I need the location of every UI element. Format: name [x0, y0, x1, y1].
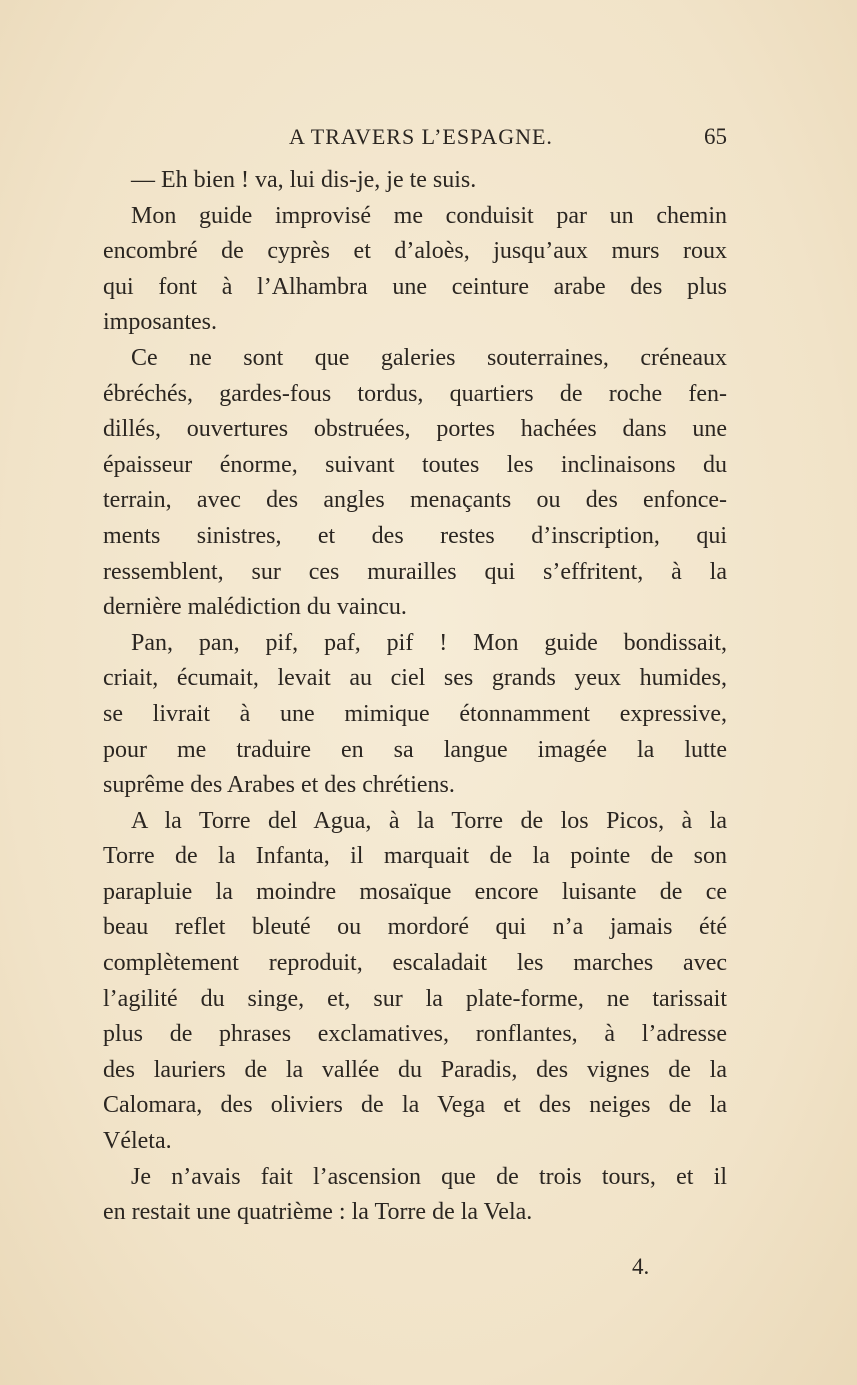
text-line: Calomara, des oliviers de la Vega et des neiges de la	[103, 1092, 727, 1119]
text-line: épaisseur énorme, suivant toutes les inclinaisons du	[103, 451, 727, 478]
text-line: se livrait à une mimique étonnamment expressive,	[103, 700, 727, 727]
text-line: Je n’avais fait l’ascension que de trois tours, et il	[131, 1163, 727, 1190]
paragraph	[103, 626, 727, 804]
page-number: 65	[704, 124, 727, 149]
paragraph	[103, 341, 727, 626]
text-line: A la Torre del Agua, à la Torre de los Picos, à la	[131, 807, 727, 834]
paragraph	[103, 804, 727, 1160]
text-line: suprême des Arabes et des chrétiens.	[103, 772, 455, 799]
text-line: l’agilité du singe, et, sur la plate-forme, ne tarissait	[103, 985, 727, 1012]
text-line: pour me traduire en sa langue imagée la lutte	[103, 736, 727, 763]
text-line: plus de phrases exclamatives, ronflantes, à l’adresse	[103, 1021, 727, 1048]
text-line: beau reflet bleuté ou mordoré qui n’a jamais été	[103, 914, 727, 941]
paragraph	[103, 1160, 727, 1231]
body-text	[103, 163, 727, 1231]
text-line: ments sinistres, et des restes d’inscription, qui	[103, 522, 727, 549]
text-line: des lauriers de la vallée du Paradis, des vignes de la	[103, 1056, 727, 1083]
text-line: terrain, avec des angles menaçants ou des enfonce-	[103, 487, 727, 514]
text-line: complètement reproduit, escaladait les marches avec	[103, 950, 727, 977]
paragraph	[103, 163, 727, 199]
text-line: Torre de la Infanta, il marquait de la pointe de son	[103, 843, 727, 870]
paragraph	[103, 199, 727, 341]
text-line: — Eh bien ! va, lui dis-je, je te suis.	[131, 167, 477, 193]
text-line: criait, écumait, levait au ciel ses grands yeux humides,	[103, 665, 727, 692]
text-line: ébréchés, gardes-fous tordus, quartiers de roche fen-	[103, 380, 727, 407]
text-line: dernière malédiction du vaincu.	[103, 594, 407, 621]
text-line: en restait une quatrième : la Torre de la Vela.	[103, 1199, 533, 1226]
running-title: A TRAVERS L’ESPAGNE.	[289, 124, 553, 149]
text-line: parapluie la moindre mosaïque encore luisante de ce	[103, 878, 727, 905]
text-line: ressemblent, sur ces murailles qui s’effritent, à la	[103, 558, 727, 585]
signature-mark: 4.	[632, 1254, 650, 1279]
text-line: Ce ne sont que galeries souterraines, créneaux	[131, 344, 727, 371]
text-line: Pan, pan, pif, paf, pif ! Mon guide bondissait,	[131, 629, 727, 656]
text-line: Véleta.	[103, 1128, 172, 1155]
text-line: encombré de cyprès et d’aloès, jusqu’aux murs roux	[103, 238, 727, 265]
text-line: dillés, ouvertures obstruées, portes hachées dans une	[103, 416, 727, 443]
text-line: qui font à l’Alhambra une ceinture arabe des plus	[103, 273, 727, 300]
text-line: Mon guide improvisé me conduisit par un chemin	[131, 202, 727, 229]
running-head	[103, 120, 727, 154]
text-line: imposantes.	[103, 309, 217, 336]
